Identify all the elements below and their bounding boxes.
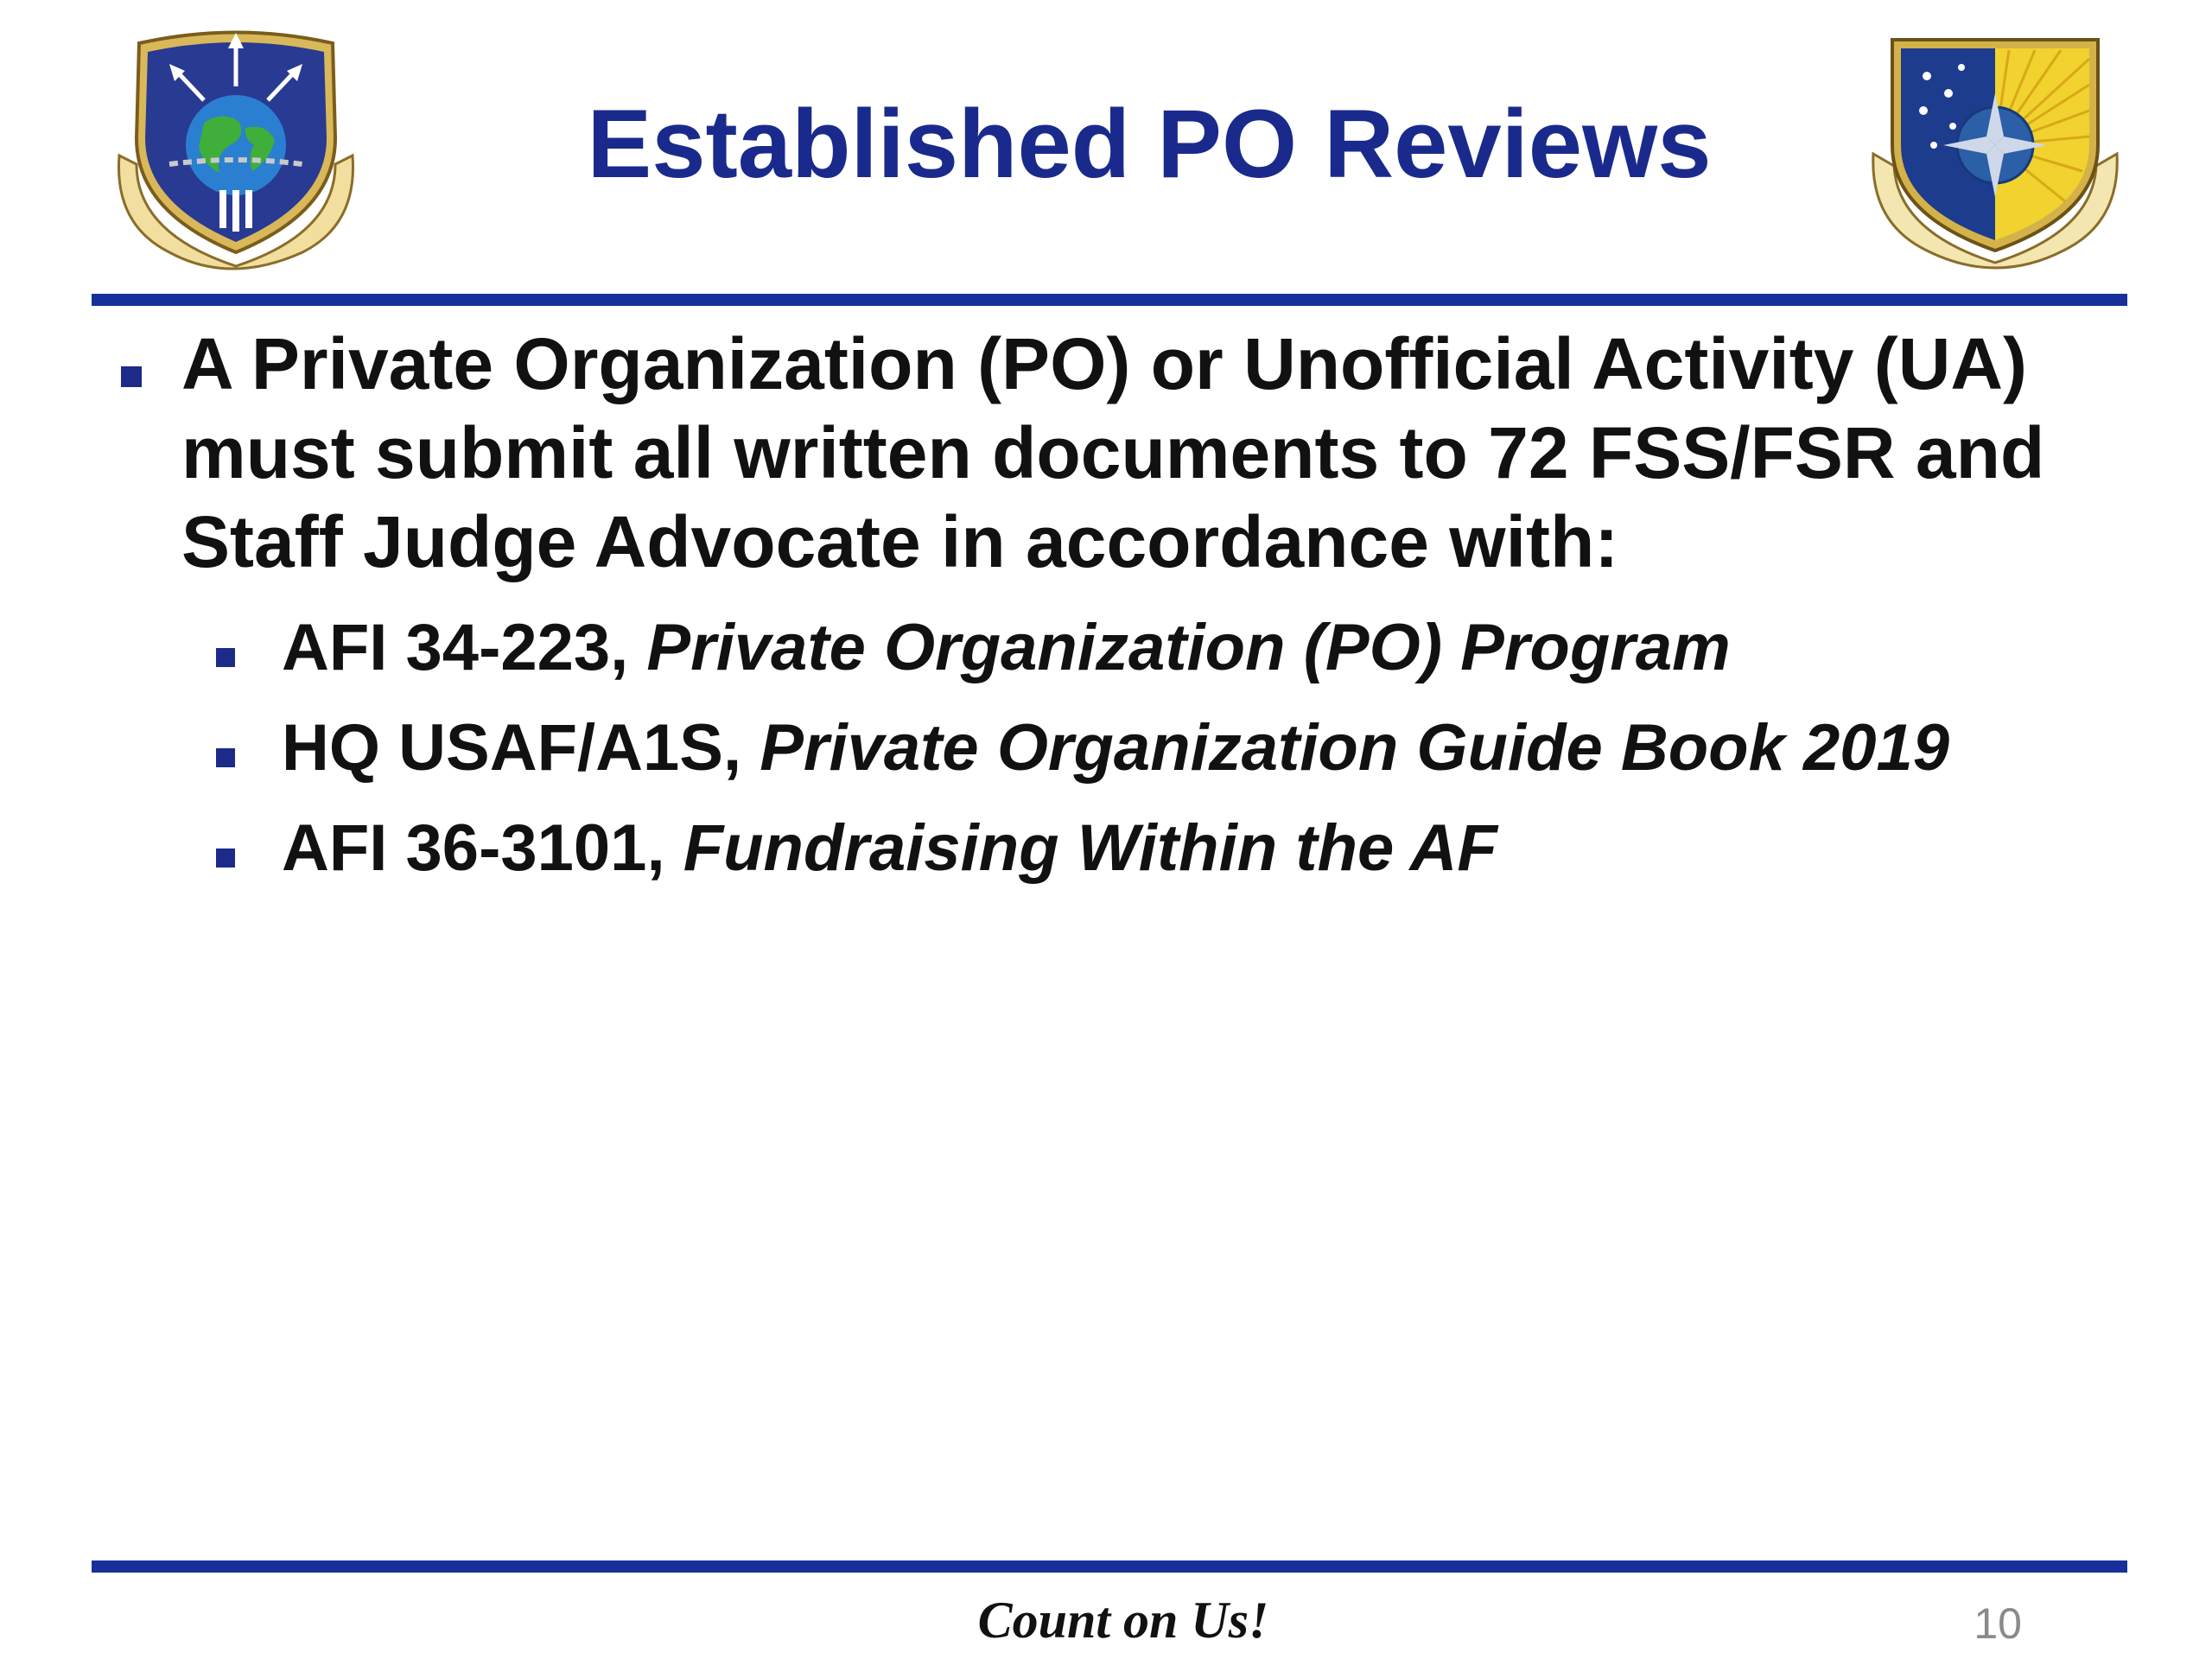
sub-bullet-ref: AFI 34-223, xyxy=(282,611,647,684)
main-bullet-marker xyxy=(121,366,142,387)
bottom-divider xyxy=(92,1560,2127,1573)
sub-bullet-marker xyxy=(216,849,235,868)
sub-bullet-title: Private Organization Guide Book 2019 xyxy=(760,711,1950,785)
main-bullet-text: A Private Organization (PO) or Unofficial Activity (UA) must submit all written documents to 72 FSS/FSR and Staff Judge Advocate in accordance with: xyxy=(181,323,2045,582)
sub-bullet-title: Private Organization (PO) Program xyxy=(646,611,1731,684)
page-number: 10 xyxy=(1974,1599,2022,1648)
top-divider xyxy=(92,294,2127,306)
af-sustainment-center-shield-icon xyxy=(109,26,363,285)
sub-bullet-title: Fundraising Within the AF xyxy=(683,811,1497,885)
72d-air-base-wing-shield-icon xyxy=(1866,24,2124,282)
sub-bullet-ref: HQ USAF/A1S, xyxy=(282,711,760,785)
sub-bullet-marker xyxy=(216,648,235,667)
sub-bullet-afi-34-223 xyxy=(282,605,2139,691)
footer-motto: Count on Us! xyxy=(977,1592,1269,1649)
sub-bullet-hq-usaf-a1s xyxy=(282,705,2139,791)
slide-title: Established PO Reviews xyxy=(587,90,1712,198)
sub-bullet-marker xyxy=(216,748,235,767)
sub-bullet-afi-36-3101 xyxy=(282,805,2139,892)
sub-bullet-ref: AFI 36-3101, xyxy=(282,811,683,885)
